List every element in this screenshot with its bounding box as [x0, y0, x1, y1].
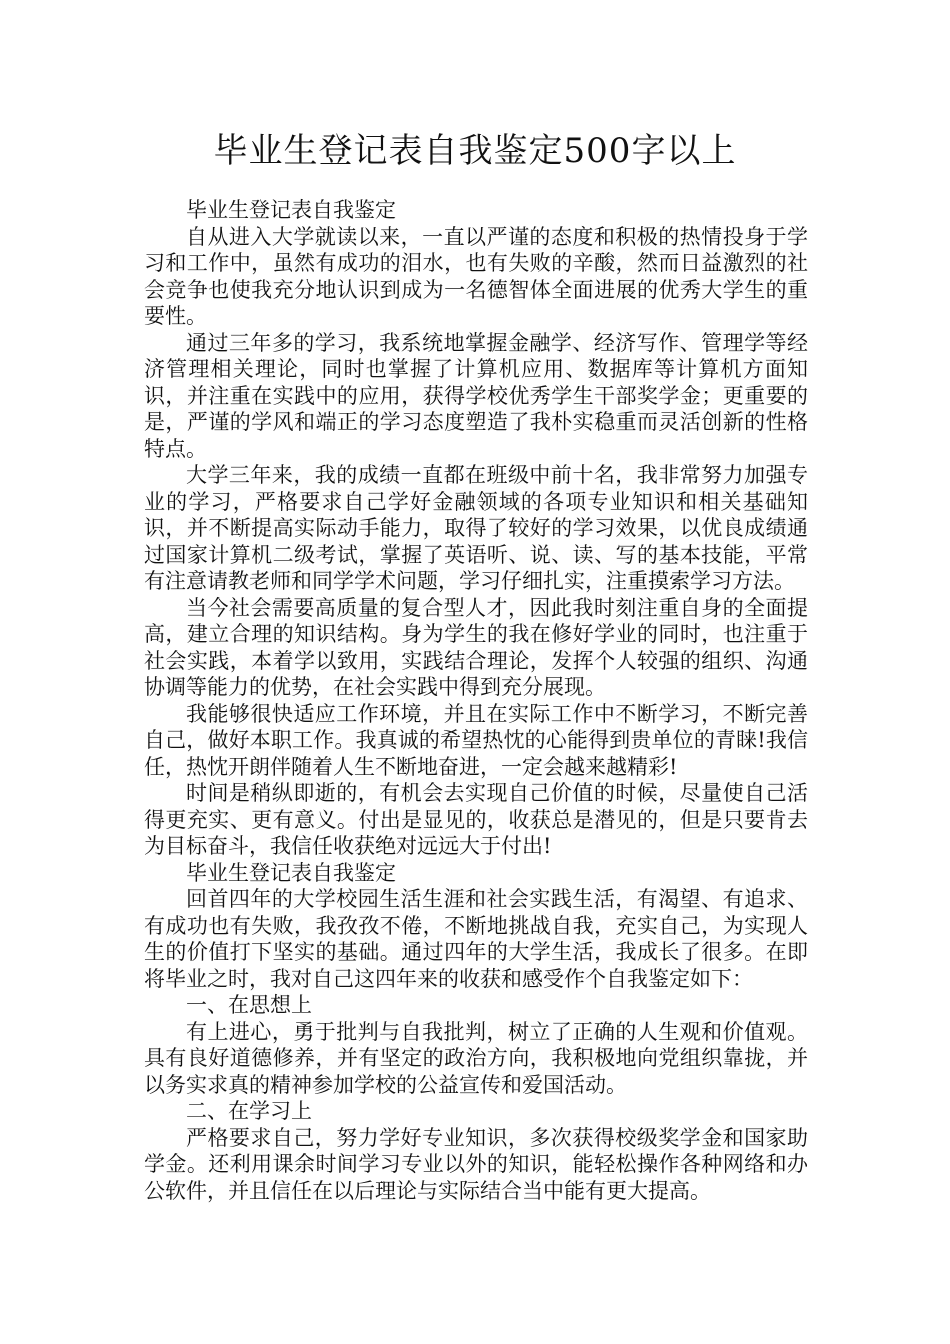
- subsection-heading: 一、在思想上: [186, 993, 312, 1017]
- document-body: [144, 197, 808, 1204]
- paragraph: 当今社会需要高质量的复合型人才，因此我时刻注重自身的全面提高，建立合理的知识结构。身为学生的我在修好学业的同时，也注重于社会实践，本着学以致用，实践结合理论，发挥个人较强的组织、沟通协调等能力的优势，在社会实践中得到充分展现。: [144, 595, 808, 699]
- paragraph: 时间是稍纵即逝的，有机会去实现自己价值的时候，尽量使自己活得更充实、更有意义。付出是显见的，收获总是潜见的，但是只要肯去为目标奋斗，我信任收获绝对远远大于付出!: [144, 781, 808, 858]
- document-title: 毕业生登记表自我鉴定500字以上: [213, 131, 737, 171]
- paragraph: 大学三年来，我的成绩一直都在班级中前十名，我非常努力加强专业的学习，严格要求自己学好金融领域的各项专业知识和相关基础知识，并不断提高实际动手能力，取得了较好的学习效果，以优良成绩通过国家计算机二级考试，掌握了英语听、说、读、写的基本技能，平常有注意请教老师和同学学术问题，学习仔细扎实，注重摸索学习方法。: [144, 463, 808, 593]
- paragraph: 我能够很快适应工作环境，并且在实际工作中不断学习，不断完善自己，做好本职工作。我真诚的希望热忱的心能得到贵单位的青睐!我信任，热忱开朗伴随着人生不断地奋进，一定会越来越精彩!: [144, 701, 808, 779]
- paragraph: 通过三年多的学习，我系统地掌握金融学、经济写作、管理学等经济管理相关理论，同时也掌握了计算机应用、数据库等计算机方面知识，并注重在实践中的应用，获得学校优秀学生干部奖学金；更重要的是，严谨的学风和端正的学习态度塑造了我朴实稳重而灵活创新的性格特点。: [144, 330, 808, 461]
- paragraph: 回首四年的大学校园生活生涯和社会实践生活，有渴望、有追求、有成功也有失败，我孜孜不倦，不断地挑战自我，充实自己，为实现人生的价值打下坚实的基础。通过四年的大学生活，我成长了很多。在即将毕业之时，我对自己这四年来的收获和感受作个自我鉴定如下：: [144, 887, 808, 991]
- subsection-heading: 二、在学习上: [186, 1099, 312, 1123]
- paragraph: 有上进心，勇于批判与自我批判，树立了正确的人生观和价值观。具有良好道德修养，并有坚定的政治方向，我积极地向党组织靠拢，并以务实求真的精神参加学校的公益宣传和爱国活动。: [144, 1019, 808, 1097]
- paragraph: 严格要求自己，努力学好专业知识，多次获得校级奖学金和国家助学金。还利用课余时间学习专业以外的知识，能轻松操作各种网络和办公软件，并且信任在以后理论与实际结合当中能有更大提高。: [144, 1125, 808, 1203]
- section-heading: 毕业生登记表自我鉴定: [186, 198, 396, 222]
- section-heading: 毕业生登记表自我鉴定: [186, 860, 396, 885]
- paragraph: 自从进入大学就读以来，一直以严谨的态度和积极的热情投身于学习和工作中，虽然有成功的泪水，也有失败的辛酸，然而日益激烈的社会竞争也使我充分地认识到成为一名德智体全面进展的优秀大学生的重要性。: [144, 224, 808, 328]
